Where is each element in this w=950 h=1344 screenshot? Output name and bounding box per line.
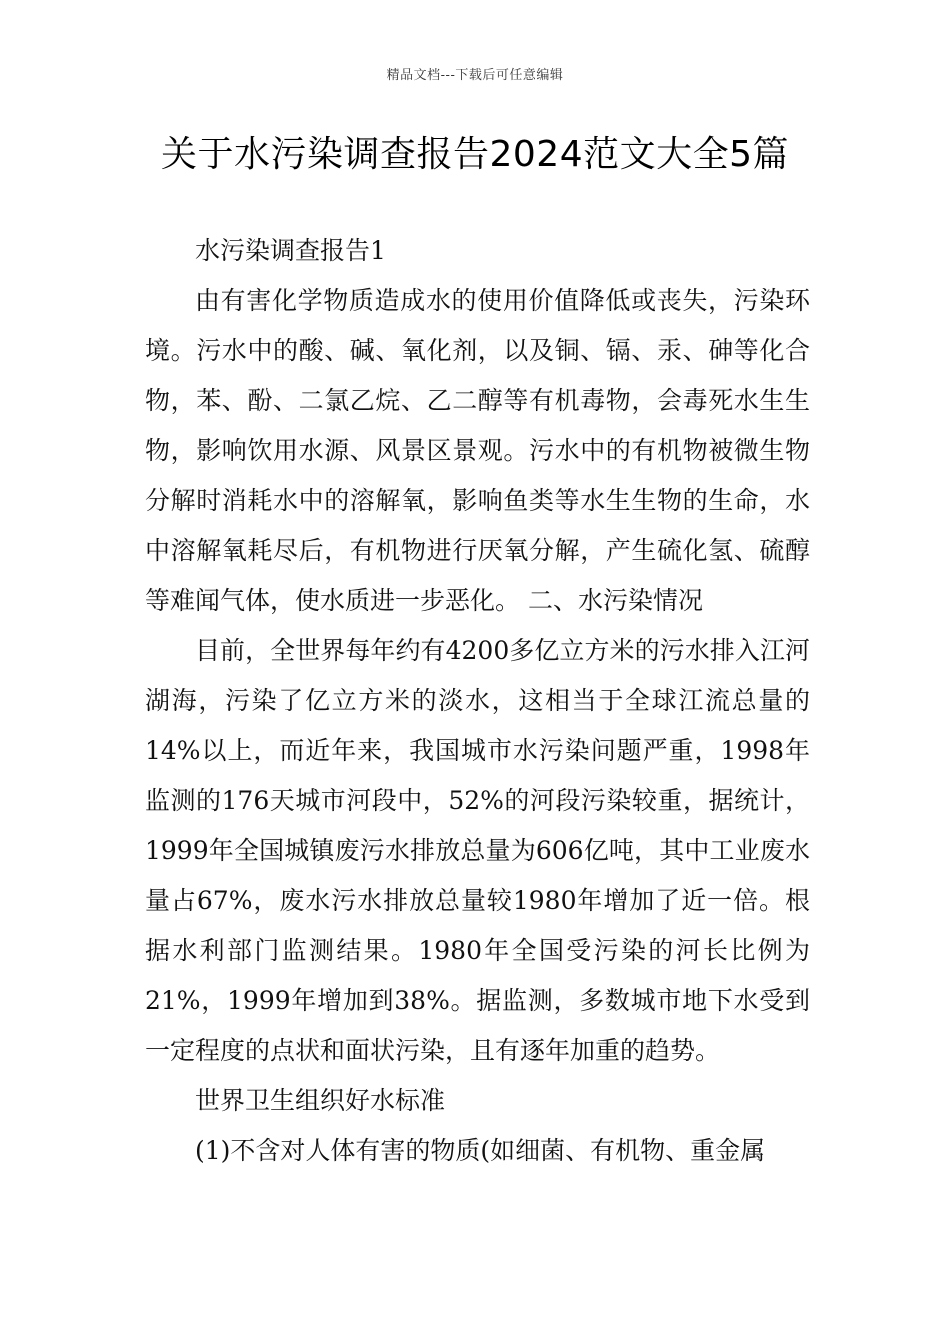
body-paragraph: (1)不含对人体有害的物质(如细菌、有机物、重金属 <box>195 1136 766 1165</box>
header-note: 精品文档---下载后可任意编辑 <box>386 68 564 83</box>
section-heading: 水污染调查报告1 <box>195 236 386 265</box>
section-heading: 世界卫生组织好水标准 <box>195 1086 446 1115</box>
body-paragraph: 由有害化学物质造成水的使用价值降低或丧失，污染环境。污水中的酸、碱、氧化剂，以及铜、镉、汞、砷等化合物，苯、酚、二氯乙烷、乙二醇等有机毒物，会毒死水生生物，影响饮用水源、风景区景观。污水中的有机物被微生物分解时消耗水中的溶解氧，影响鱼类等水生生物的生命，水中溶解氧耗尽后，有机物进行厌氧分解，产生硫化氢、硫醇等难闻气体，使水质进一步恶化。 二、水污染情况 <box>145 286 810 615</box>
document-body <box>145 226 810 1176</box>
document-title: 关于水污染调查报告2024范文大全5篇 <box>160 134 790 175</box>
body-paragraph: 目前，全世界每年约有4200多亿立方米的污水排入江河湖海，污染了亿立方米的淡水，这相当于全球江流总量的14%以上，而近年来，我国城市水污染问题严重，1998年监测的176天城市河段中，52%的河段污染较重，据统计，1999年全国城镇废污水排放总量为606亿吨，其中工业废水量占67%，废水污水排放总量较1980年增加了近一倍。根据水利部门监测结果。1980年全国受污染的河长比例为21%，1999年增加到38%。据监测，多数城市地下水受到一定程度的点状和面状污染，且有逐年加重的趋势。 <box>145 636 810 1065</box>
